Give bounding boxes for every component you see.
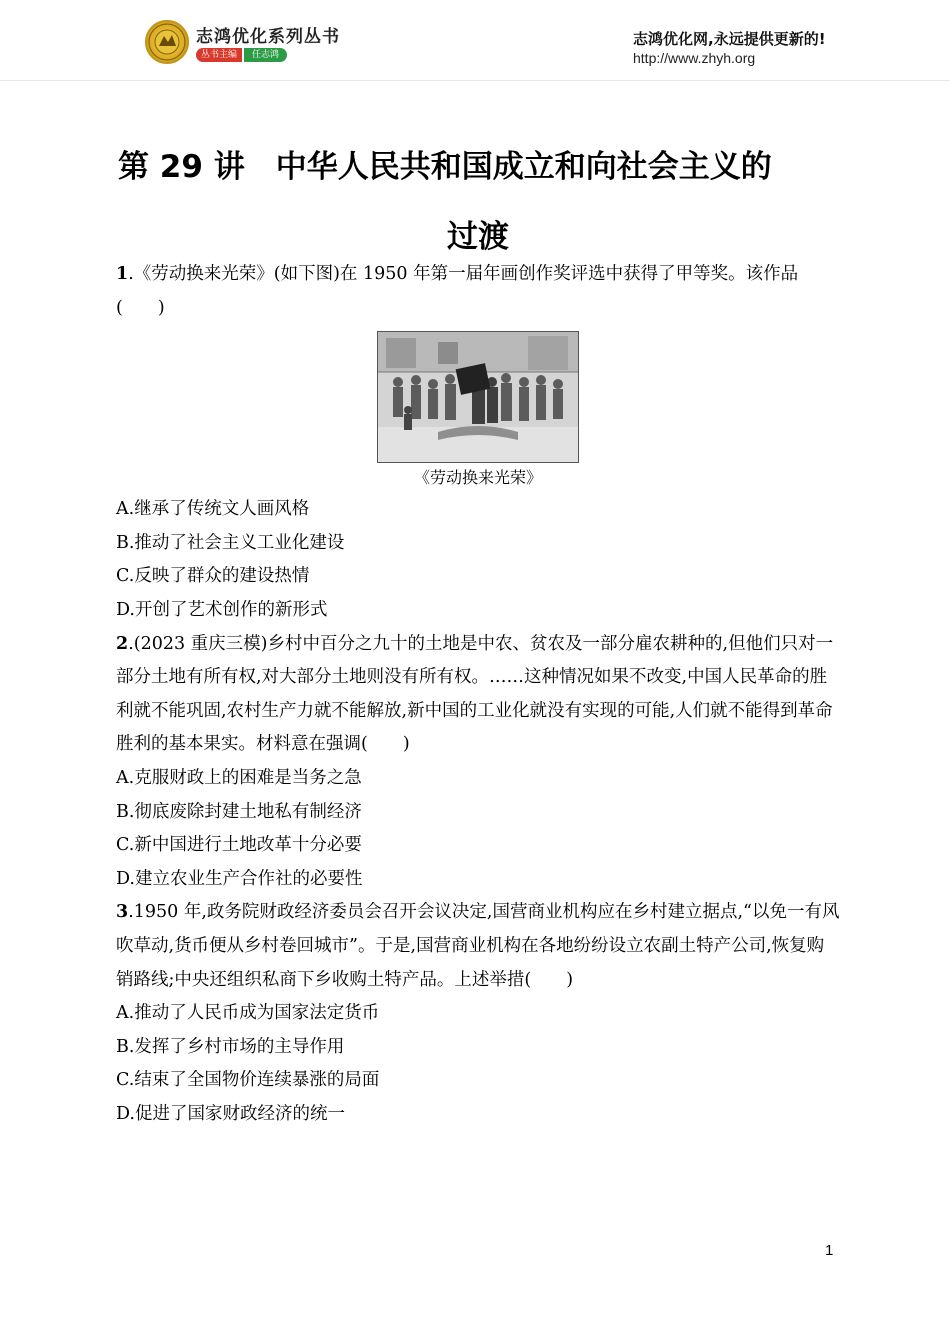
option-a: A.克服财政上的困难是当务之急 (116, 767, 362, 788)
site-slogan: 志鸿优化网,永远提供更新的! (633, 30, 826, 48)
option-d: D.建立农业生产合作社的必要性 (116, 868, 363, 889)
artwork-image (377, 331, 579, 463)
site-url-link[interactable]: http://www.zhyh.org (633, 50, 756, 66)
series-editor-label: 丛书主编 (196, 48, 242, 62)
question-text: .1950 年,政务院财政经济委员会召开会议决定,国营商业机构应在乡村建立据点,“以免一有风吹草动,货币便从乡村卷回城市”。于是,国营商业机构在各地纷纷设立农副土特产公司,恢复购销路线;中央还组织私商下乡收购土特产品。上述举措( ) (116, 902, 840, 990)
option-b: B.发挥了乡村市场的主导作用 (116, 1036, 345, 1057)
header-divider (0, 80, 950, 81)
option-d: D.开创了艺术创作的新形式 (116, 599, 328, 620)
page-number: 1 (825, 1242, 834, 1259)
question-text: .《劳动换来光荣》(如下图)在 1950 年第一届年画创作奖评选中获得了甲等奖。该作品( ) (116, 264, 799, 318)
question-list (116, 258, 840, 1131)
lesson-title-line1: 第 29 讲 中华人民共和国成立和向社会主义的 (118, 149, 772, 185)
lesson-title (118, 132, 838, 272)
option-a: A.继承了传统文人画风格 (116, 499, 310, 520)
series-editor-badge (196, 48, 287, 62)
option-d: D.促进了国家财政经济的统一 (116, 1103, 345, 1124)
series-title: 志鸿优化系列丛书 (196, 27, 340, 47)
question-stem (116, 258, 840, 325)
question-number: 1 (116, 264, 129, 284)
option-c: C.反映了群众的建设热情 (116, 566, 310, 587)
question-1 (116, 258, 840, 628)
question-2 (116, 628, 840, 897)
question-stem (116, 628, 840, 762)
question-3 (116, 896, 840, 1131)
series-editor-name: 任志鸿 (244, 48, 287, 62)
question-number: 3 (116, 902, 129, 923)
lesson-title-line2: 过渡 (447, 219, 509, 255)
option-a: A.推动了人民币成为国家法定货币 (116, 1003, 380, 1024)
page-header (0, 0, 950, 90)
question-text: .(2023 重庆三模)乡村中百分之九十的土地是中农、贫农及一部分雇农耕种的,但他们只对一部分土地有所有权,对大部分土地则没有所有权。……这种情况如果不改变,中国人民革命的胜利就不能巩固,农村生产力就不能解放,新中国的工业化就没有实现的可能,人们就不能得到革命胜利的基本果实。材料意在强调( ) (116, 633, 834, 755)
option-c: C.新中国进行土地改革十分必要 (116, 835, 362, 856)
question-number: 2 (116, 633, 129, 654)
publisher-seal-logo (145, 20, 189, 64)
figure-caption: 《劳动换来光荣》 (413, 468, 542, 488)
option-b: B.推动了社会主义工业化建设 (116, 532, 345, 553)
option-c: C.结束了全国物价连续暴涨的局面 (116, 1070, 380, 1091)
option-b: B.彻底废除封建土地私有制经济 (116, 801, 362, 822)
question-stem (116, 896, 840, 997)
